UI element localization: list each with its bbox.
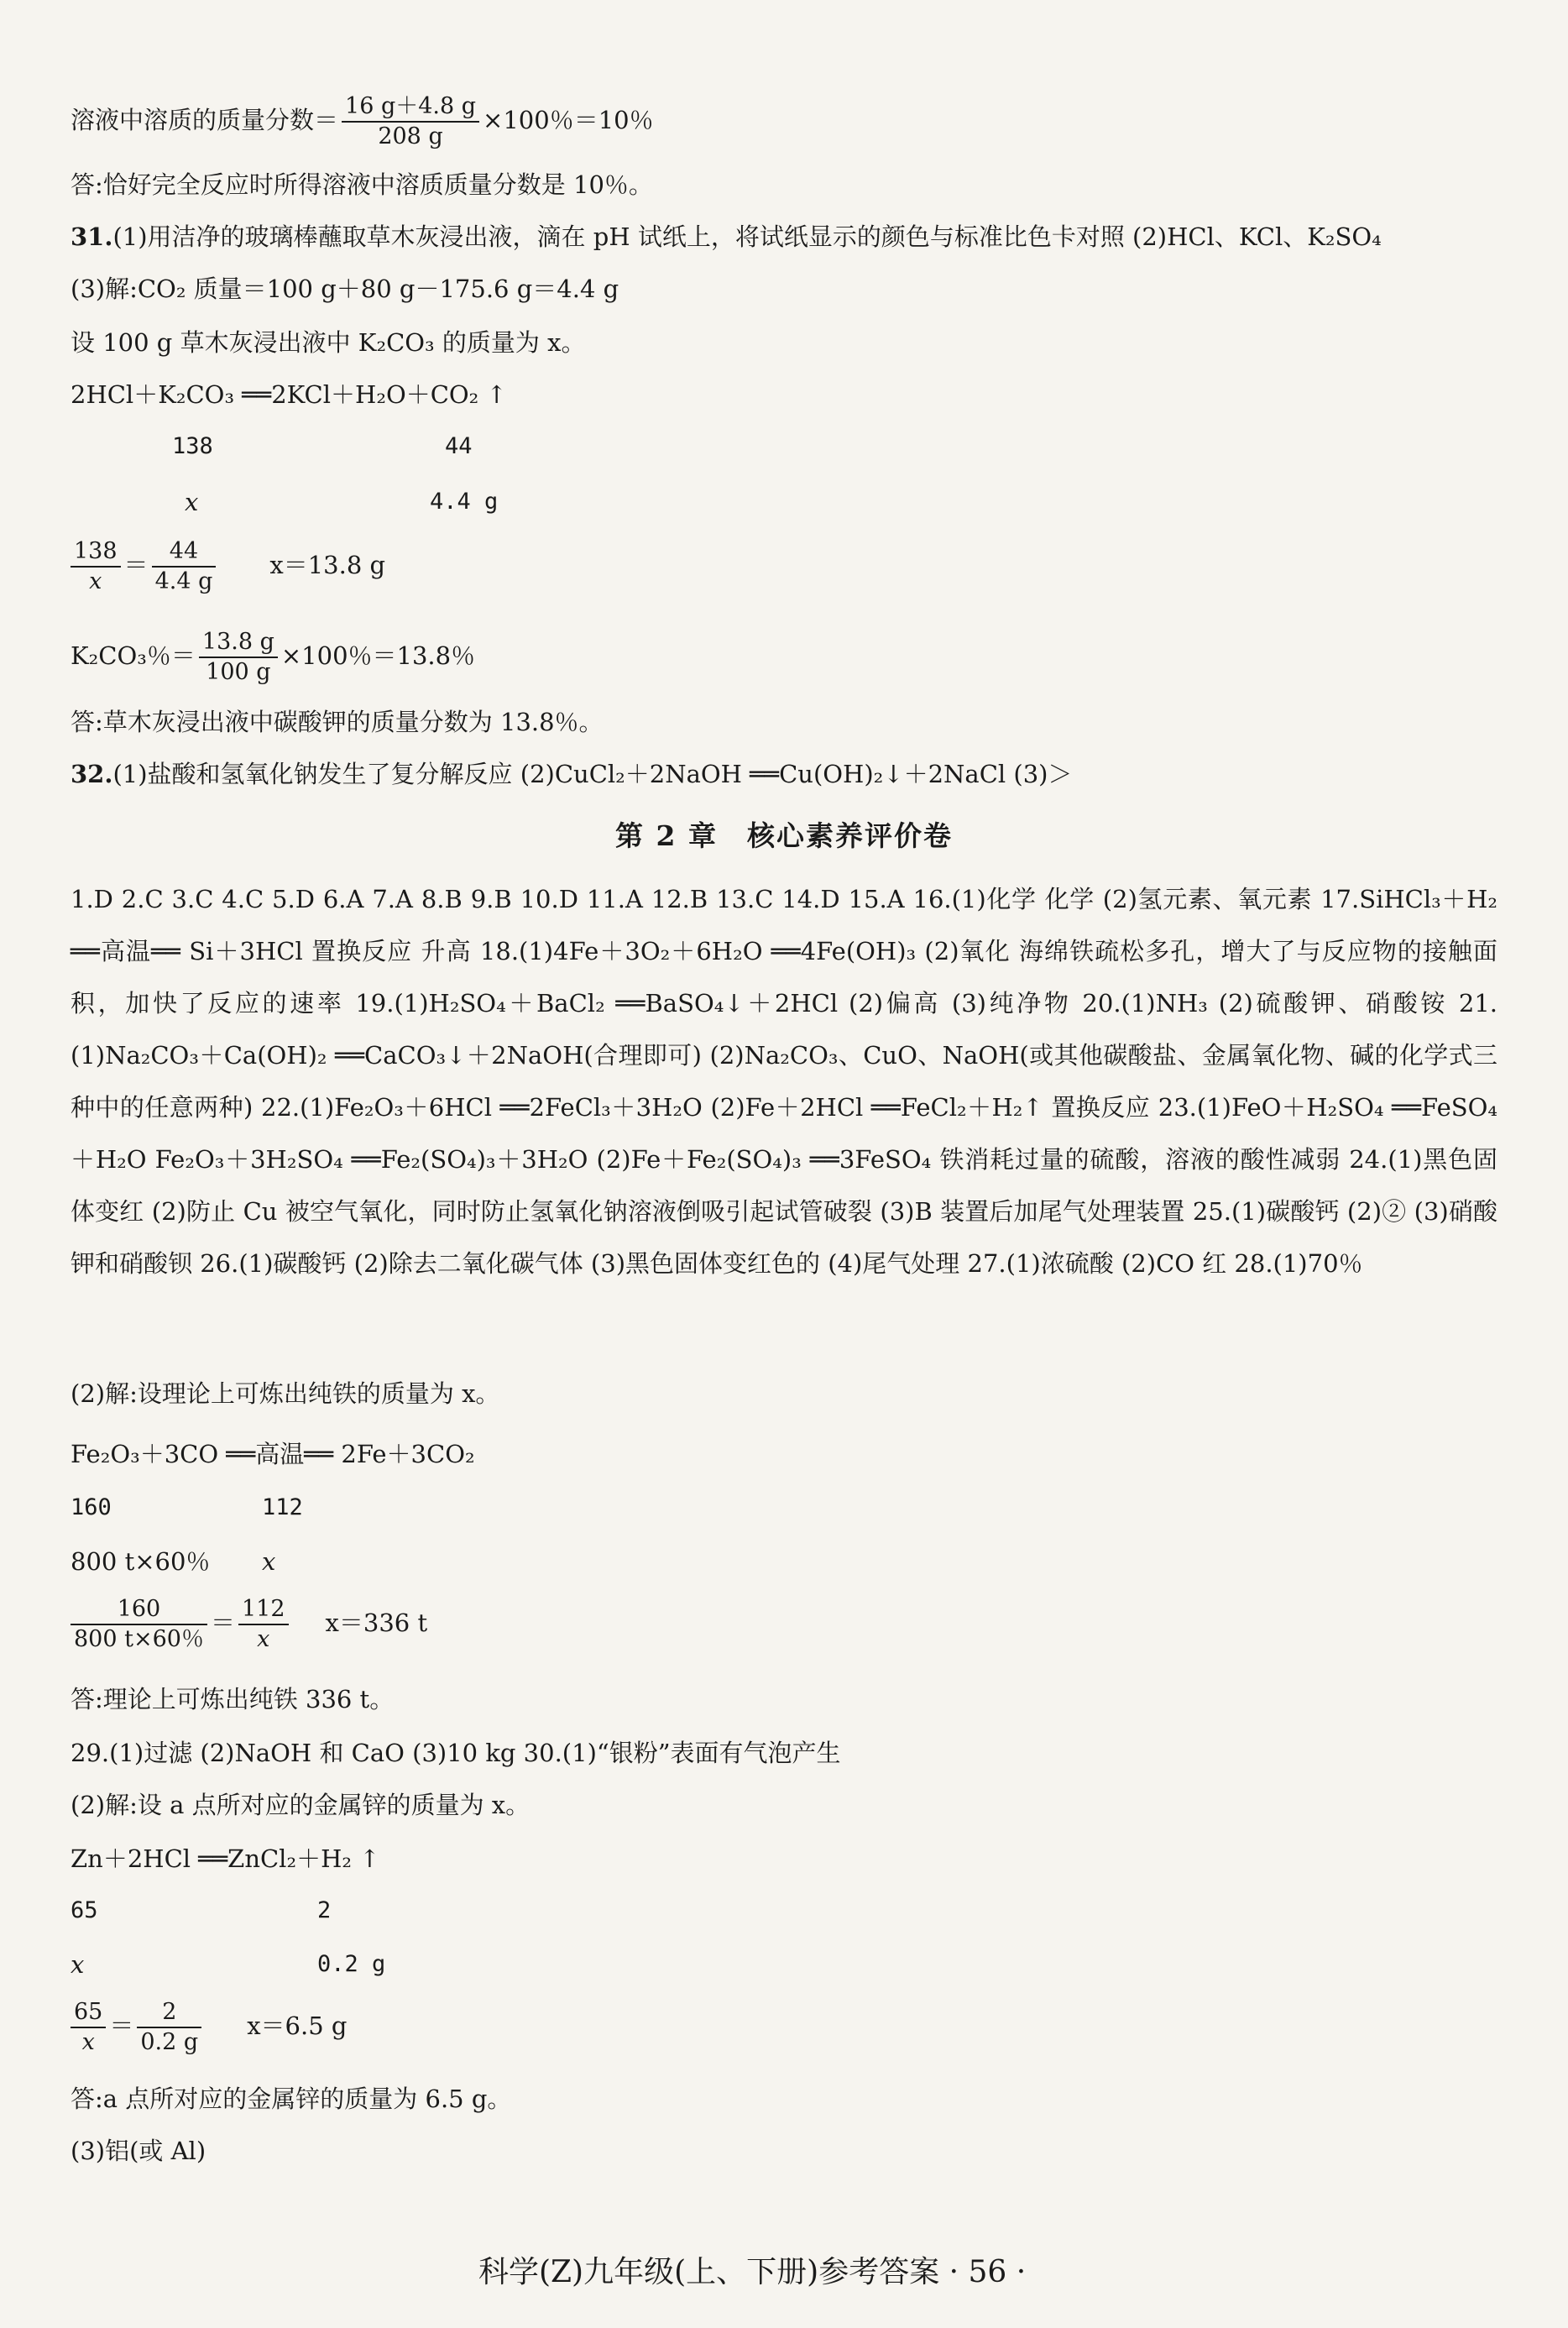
proportion-line: $\frac{138}{x}$ ＝ $\frac{44}{4.4 g}$ x＝13.8 g xyxy=(71,537,385,596)
numerator: 160 xyxy=(71,1595,207,1625)
answers-block: 1.D 2.C 3.C 4.C 5.D 6.A 7.A 8.B 9.B 10.D 11.A 12.B 13.C 14.D 15.A 16.(1)化学 化学 (2)氢元素、氧元素 17.SiHCl₃＋H₂ ══高温══ Si＋3HCl 置换反应 升高 18.(1)4Fe＋3O₂＋6H₂O ══4Fe(OH)₃ (2)氧化 海绵铁疏松多孔，增大了与反应物的接触面积，加快了反应的速率 19.(1)H₂SO₄＋BaCl₂ ══BaSO₄↓＋2HCl (2)偏高 (3)纯净物 20.(1)NH₃ (2)硫酸钾、硝酸铵 21.(1)Na₂CO₃＋Ca(OH)₂ ══CaCO₃↓＋2NaOH(合理即可) (2)Na₂CO₃、CuO、NaOH(或其他碳酸盐、金属氧化物、碱的化学式三种中的任意两种) 22.(1)Fe₂O₃＋6HCl ══2FeCl₃＋3H₂O (2)Fe＋2HCl ══FeCl₂＋H₂↑ 置换反应 23.(1)FeO＋H₂SO₄ ══FeSO₄＋H₂O Fe₂O₃＋3H₂SO₄ ══Fe₂(SO₄)₃＋3H₂O (2)Fe＋Fe₂(SO₄)₃ ══3FeSO₄ 铁消耗过量的硫酸，溶液的酸性减弱 24.(1)黑色固体变红 (2)防止 Cu 被空气氧化，同时防止氢氧化钠溶液倒吸引起试管破裂 (3)B 装置后加尾气处理装置 25.(1)碳酸钙 (2)② (3)硝酸钾和硝酸钡 26.(1)碳酸钙 (2)除去二氧化碳气体 (3)黑色固体变红色的 (4)尾气处理 27.(1)浓硫酸 (2)CO 红 28.(1)70％ xyxy=(71,885,1497,1278)
solution-line: (2)解:设理论上可炼出纯铁的质量为 x。 xyxy=(71,1379,500,1408)
ratio-value: 65 xyxy=(71,1897,98,1923)
denominator: 4.4 g xyxy=(154,568,213,594)
questions-29-30: 29.(1)过滤 (2)NaOH 和 CaO (3)10 kg 30.(1)“银粉”表面有气泡产生 xyxy=(71,1739,841,1767)
text: x＝6.5 g xyxy=(247,2011,348,2040)
fraction xyxy=(71,1998,106,2057)
ratio-value: 138 xyxy=(172,433,213,459)
numerator: 112 xyxy=(238,1595,289,1625)
equation-line: Fe₂O₃＋3CO ══高温══ 2Fe＋3CO₂ xyxy=(71,1440,475,1468)
denominator: 208 g xyxy=(378,123,443,149)
ratio-value: 2 xyxy=(317,1897,332,1923)
ratio-value: 4.4 g xyxy=(430,489,499,515)
ratio-value: x xyxy=(71,1950,85,1979)
solution-line: (3)解:CO₂ 质量＝100 g＋80 g－175.6 g＝4.4 g xyxy=(71,275,619,303)
denominator: x xyxy=(89,568,102,594)
solution-line: 设 100 g 草木灰浸出液中 K₂CO₃ 的质量为 x。 xyxy=(71,328,586,357)
numerator: 138 xyxy=(71,537,121,568)
text: x＝336 t xyxy=(325,1609,428,1637)
text: 溶液中溶质的质量分数＝ xyxy=(71,106,339,134)
answer-line: 答:a 点所对应的金属锌的质量为 6.5 g。 xyxy=(71,2085,512,2113)
percentage-line xyxy=(71,628,475,687)
fraction xyxy=(71,1595,207,1654)
text: ×100％＝10％ xyxy=(483,106,654,134)
ratio-value: x xyxy=(262,1547,276,1576)
answer-line: (3)铝(或 Al) xyxy=(71,2137,206,2165)
denominator: 100 g xyxy=(206,659,271,685)
solution-line: (2)解:设 a 点所对应的金属锌的质量为 x。 xyxy=(71,1791,531,1819)
ratio-value: 44 xyxy=(445,433,473,459)
text: x＝13.8 g xyxy=(269,551,386,579)
question-31 xyxy=(71,220,1382,254)
text: ×100％＝13.8％ xyxy=(280,641,476,670)
proportion-line: $\frac{65}{x}$ ＝ $\frac{2}{0.2 g}$ x＝6.5 g xyxy=(71,1998,347,2057)
text: K₂CO₃％＝ xyxy=(71,641,196,670)
question-number: 32. xyxy=(71,760,113,788)
fraction xyxy=(71,537,121,596)
page-footer: 科学(Z)九年级(上、下册)参考答案 · 56 · xyxy=(478,2255,1027,2289)
answer-line: 答:草木灰浸出液中碳酸钾的质量分数为 13.8％。 xyxy=(71,708,604,736)
ratio-value: x xyxy=(185,488,199,516)
mass-fraction-line xyxy=(71,92,654,151)
numerator: 65 xyxy=(71,1998,106,2028)
fraction xyxy=(342,92,479,151)
equation-line: 2HCl＋K₂CO₃ ══2KCl＋H₂O＋CO₂ ↑ xyxy=(71,380,507,409)
ratio-value: 800 t×60％ xyxy=(71,1547,211,1576)
fraction xyxy=(152,537,217,596)
fraction xyxy=(238,1595,289,1654)
answer-line: 答:恰好完全反应时所得溶液中溶质质量分数是 10％。 xyxy=(71,170,653,199)
denominator: x xyxy=(81,2029,95,2055)
fraction xyxy=(199,628,278,687)
answer-line: 答:理论上可炼出纯铁 336 t。 xyxy=(71,1685,395,1713)
question-text: (1)用洁净的玻璃棒蘸取草木灰浸出液，滴在 pH 试纸上，将试纸显示的颜色与标准比色卡对照 (2)HCl、KCl、K₂SO₄ xyxy=(112,222,1382,251)
question-number: 31. xyxy=(71,222,113,251)
ratio-value: 0.2 g xyxy=(317,1951,386,1977)
proportion-line: $\frac{160}{800 t\times 60\%}$ ＝ $\frac{112}{x}$ x＝336 t xyxy=(71,1595,427,1654)
question-text: (1)盐酸和氢氧化钠发生了复分解反应 (2)CuCl₂＋2NaOH ══Cu(OH)₂↓＋2NaCl (3)＞ xyxy=(112,760,1073,788)
numerator: 2 xyxy=(137,1998,201,2028)
equation-line: Zn＋2HCl ══ZnCl₂＋H₂ ↑ xyxy=(71,1844,380,1873)
denominator: x xyxy=(257,1626,270,1652)
section-title: 第 2 章 核心素养评价卷 xyxy=(615,819,953,852)
question-32 xyxy=(71,757,1072,791)
fraction xyxy=(137,1998,201,2057)
numerator: 13.8 g xyxy=(199,628,278,658)
ratio-value: 112 xyxy=(262,1494,303,1520)
denominator: 800 t×60％ xyxy=(74,1626,204,1652)
ratio-value: 160 xyxy=(71,1494,112,1520)
numerator: 16 g＋4.8 g xyxy=(342,92,479,123)
numerator: 44 xyxy=(152,537,217,568)
denominator: 0.2 g xyxy=(140,2029,199,2055)
